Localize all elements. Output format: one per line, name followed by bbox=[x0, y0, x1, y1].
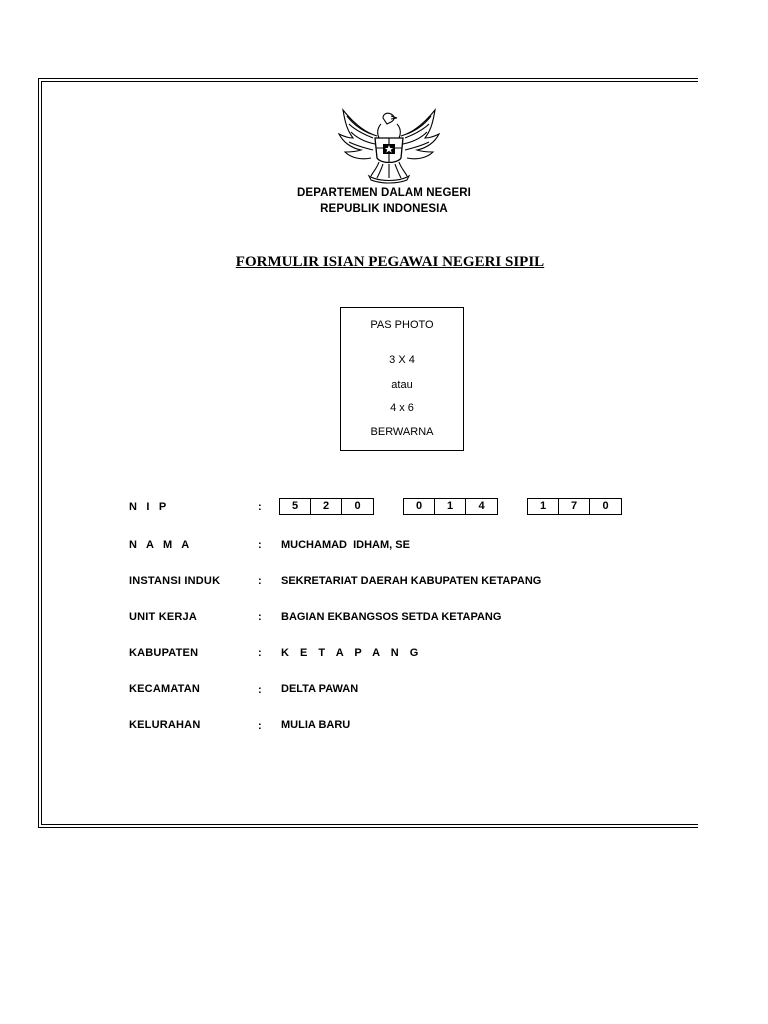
work-unit-label: UNIT KERJA bbox=[129, 611, 198, 623]
nip-digit: 7 bbox=[559, 499, 590, 514]
regency-label: KABUPATEN bbox=[129, 647, 199, 659]
nip-digit: 0 bbox=[404, 499, 435, 514]
nip-digit: 0 bbox=[354, 500, 361, 512]
village-value: MULIA BARU bbox=[281, 719, 351, 731]
parent-agency-colon: : bbox=[258, 575, 262, 587]
photo-size-option-1: 3 X 4 bbox=[389, 354, 415, 366]
nip-group-3 bbox=[527, 498, 622, 515]
garuda-emblem-icon bbox=[333, 106, 445, 184]
photo-size-option-2: 4 x 6 bbox=[390, 402, 414, 414]
work-unit-value: BAGIAN EKBANGSOS SETDA KETAPANG bbox=[281, 611, 502, 623]
photo-size-separator: atau bbox=[391, 379, 413, 391]
department-name: DEPARTEMEN DALAM NEGERI bbox=[297, 187, 471, 199]
name-value: MUCHAMAD IDHAM, SE bbox=[281, 539, 410, 551]
nip-digit: 4 bbox=[478, 500, 485, 512]
village-label: KELURAHAN bbox=[129, 719, 201, 731]
nip-digit: 2 bbox=[311, 499, 342, 514]
name-colon: : bbox=[258, 539, 262, 551]
name-label: N A M A bbox=[129, 539, 193, 551]
nip-digit: 1 bbox=[528, 499, 559, 514]
parent-agency-value: SEKRETARIAT DAERAH KABUPATEN KETAPANG bbox=[281, 575, 542, 587]
country-name: REPUBLIK INDONESIA bbox=[320, 203, 448, 215]
parent-agency-label: INSTANSI INDUK bbox=[129, 575, 221, 587]
nip-label: N I P bbox=[129, 501, 170, 513]
photo-color-note: BERWARNA bbox=[370, 426, 434, 438]
district-label: KECAMATAN bbox=[129, 683, 201, 695]
work-unit-colon: : bbox=[258, 611, 262, 623]
district-colon: : bbox=[258, 684, 262, 696]
nip-group-1 bbox=[279, 498, 374, 515]
district-value: DELTA PAWAN bbox=[281, 683, 359, 695]
nip-digit: 5 bbox=[280, 499, 311, 514]
nip-digit: 1 bbox=[435, 499, 466, 514]
photo-label: PAS PHOTO bbox=[370, 319, 434, 331]
regency-colon: : bbox=[258, 647, 262, 659]
photo-placeholder-box bbox=[340, 307, 464, 451]
regency-value: K E T A P A N G bbox=[281, 647, 423, 659]
nip-digit: 0 bbox=[602, 500, 609, 512]
village-colon: : bbox=[258, 720, 262, 732]
nip-group-2 bbox=[403, 498, 498, 515]
nip-colon: : bbox=[258, 501, 262, 513]
form-title: FORMULIR ISIAN PEGAWAI NEGERI SIPIL bbox=[235, 254, 545, 270]
